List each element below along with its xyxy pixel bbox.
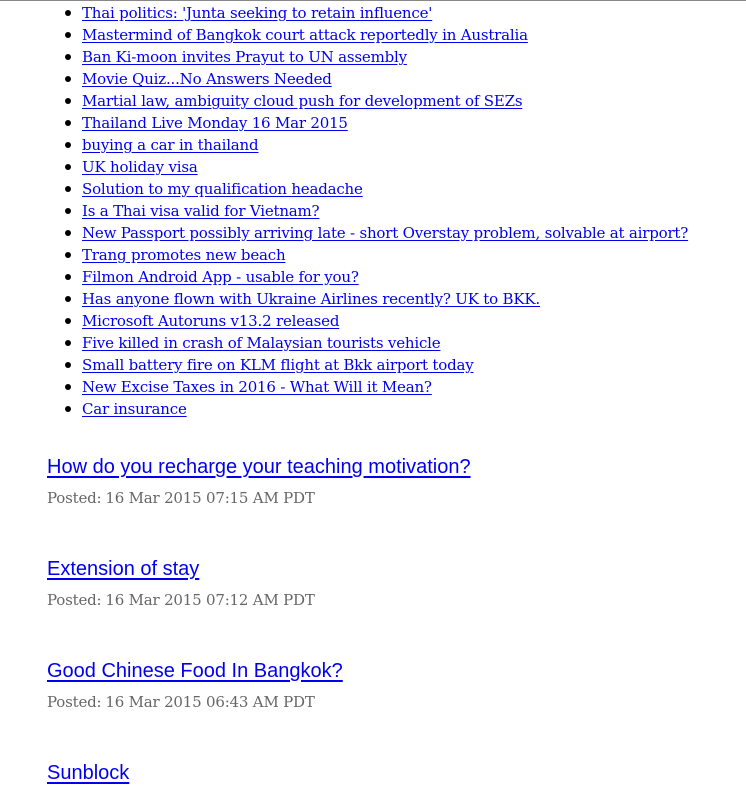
bullet-icon — [65, 296, 71, 302]
topic-link[interactable]: Ban Ki-moon invites Prayut to UN assembly — [82, 48, 407, 66]
topic-link[interactable]: Is a Thai visa valid for Vietnam? — [82, 202, 320, 220]
bullet-icon — [65, 362, 71, 368]
posted-time: 16 Mar 2015 06:43 AM PDT — [105, 693, 315, 711]
topic-link[interactable]: Car insurance — [82, 400, 187, 418]
post-timestamp — [47, 692, 343, 712]
topic-link[interactable]: Martial law, ambiguity cloud push for development of SEZs — [82, 92, 523, 110]
list-item — [82, 178, 688, 200]
topic-link[interactable]: New Passport possibly arriving late - short Overstay problem, solvable at airport? — [82, 224, 689, 242]
posted-time: 16 Mar 2015 07:15 AM PDT — [105, 489, 315, 507]
bullet-icon — [65, 208, 71, 214]
bullet-icon — [65, 252, 71, 258]
bullet-icon — [65, 98, 71, 104]
posted-label: Posted: — [47, 591, 102, 609]
bullet-icon — [65, 186, 71, 192]
list-item — [82, 46, 688, 68]
list-item — [82, 398, 688, 420]
bullet-icon — [65, 340, 71, 346]
post-title-link[interactable]: Good Chinese Food In Bangkok? — [47, 660, 343, 682]
list-item — [82, 332, 688, 354]
topic-link[interactable]: Movie Quiz...No Answers Needed — [82, 70, 332, 88]
list-item — [82, 288, 688, 310]
topic-link[interactable]: buying a car in thailand — [82, 136, 259, 154]
list-item — [82, 200, 688, 222]
posted-label: Posted: — [47, 693, 102, 711]
list-item — [82, 354, 688, 376]
list-item — [82, 376, 688, 398]
list-item — [82, 244, 688, 266]
topic-link[interactable]: Has anyone flown with Ukraine Airlines recently? UK to BKK. — [82, 290, 540, 308]
bullet-icon — [65, 10, 71, 16]
list-item — [82, 2, 688, 24]
topic-link[interactable]: UK holiday visa — [82, 158, 198, 176]
bullet-icon — [65, 274, 71, 280]
topic-link[interactable]: Trang promotes new beach — [82, 246, 286, 264]
bullet-icon — [65, 406, 71, 412]
post-title-link[interactable]: Sunblock — [47, 762, 130, 784]
topic-link[interactable]: Small battery fire on KLM flight at Bkk airport today — [82, 356, 474, 374]
list-item — [82, 222, 688, 244]
post-title-link[interactable]: How do you recharge your teaching motivation? — [47, 456, 471, 478]
bullet-icon — [65, 120, 71, 126]
list-item — [82, 90, 688, 112]
bullet-icon — [65, 54, 71, 60]
post-entry — [47, 557, 315, 610]
topic-link[interactable]: Thai politics: 'Junta seeking to retain influence' — [82, 4, 433, 22]
topic-link[interactable]: New Excise Taxes in 2016 - What Will it Mean? — [82, 378, 432, 396]
post-entry — [47, 659, 343, 712]
bullet-icon — [65, 76, 71, 82]
post-timestamp — [47, 488, 471, 508]
list-item — [82, 310, 688, 332]
list-item — [82, 68, 688, 90]
bullet-icon — [65, 142, 71, 148]
posted-label: Posted: — [47, 489, 102, 507]
topic-link[interactable]: Solution to my qualification headache — [82, 180, 363, 198]
list-item — [82, 266, 688, 288]
post-timestamp — [47, 590, 315, 610]
bullet-icon — [65, 164, 71, 170]
topic-link[interactable]: Thailand Live Monday 16 Mar 2015 — [82, 114, 348, 132]
topic-link[interactable]: Five killed in crash of Malaysian tourists vehicle — [82, 334, 441, 352]
top-divider — [0, 0, 746, 1]
list-item — [82, 24, 688, 46]
bullet-icon — [65, 384, 71, 390]
topic-link[interactable]: Mastermind of Bangkok court attack reportedly in Australia — [82, 26, 528, 44]
post-entry — [47, 455, 471, 508]
posted-time: 16 Mar 2015 07:12 AM PDT — [105, 591, 315, 609]
bullet-icon — [65, 318, 71, 324]
list-item — [82, 156, 688, 178]
bullet-icon — [65, 230, 71, 236]
topic-link[interactable]: Microsoft Autoruns v13.2 released — [82, 312, 340, 330]
bullet-icon — [65, 32, 71, 38]
list-item — [82, 112, 688, 134]
topic-link[interactable]: Filmon Android App - usable for you? — [82, 268, 359, 286]
post-entry — [47, 761, 129, 785]
related-links-list — [0, 2, 688, 420]
post-title-link[interactable]: Extension of stay — [47, 558, 200, 580]
list-item — [82, 134, 688, 156]
